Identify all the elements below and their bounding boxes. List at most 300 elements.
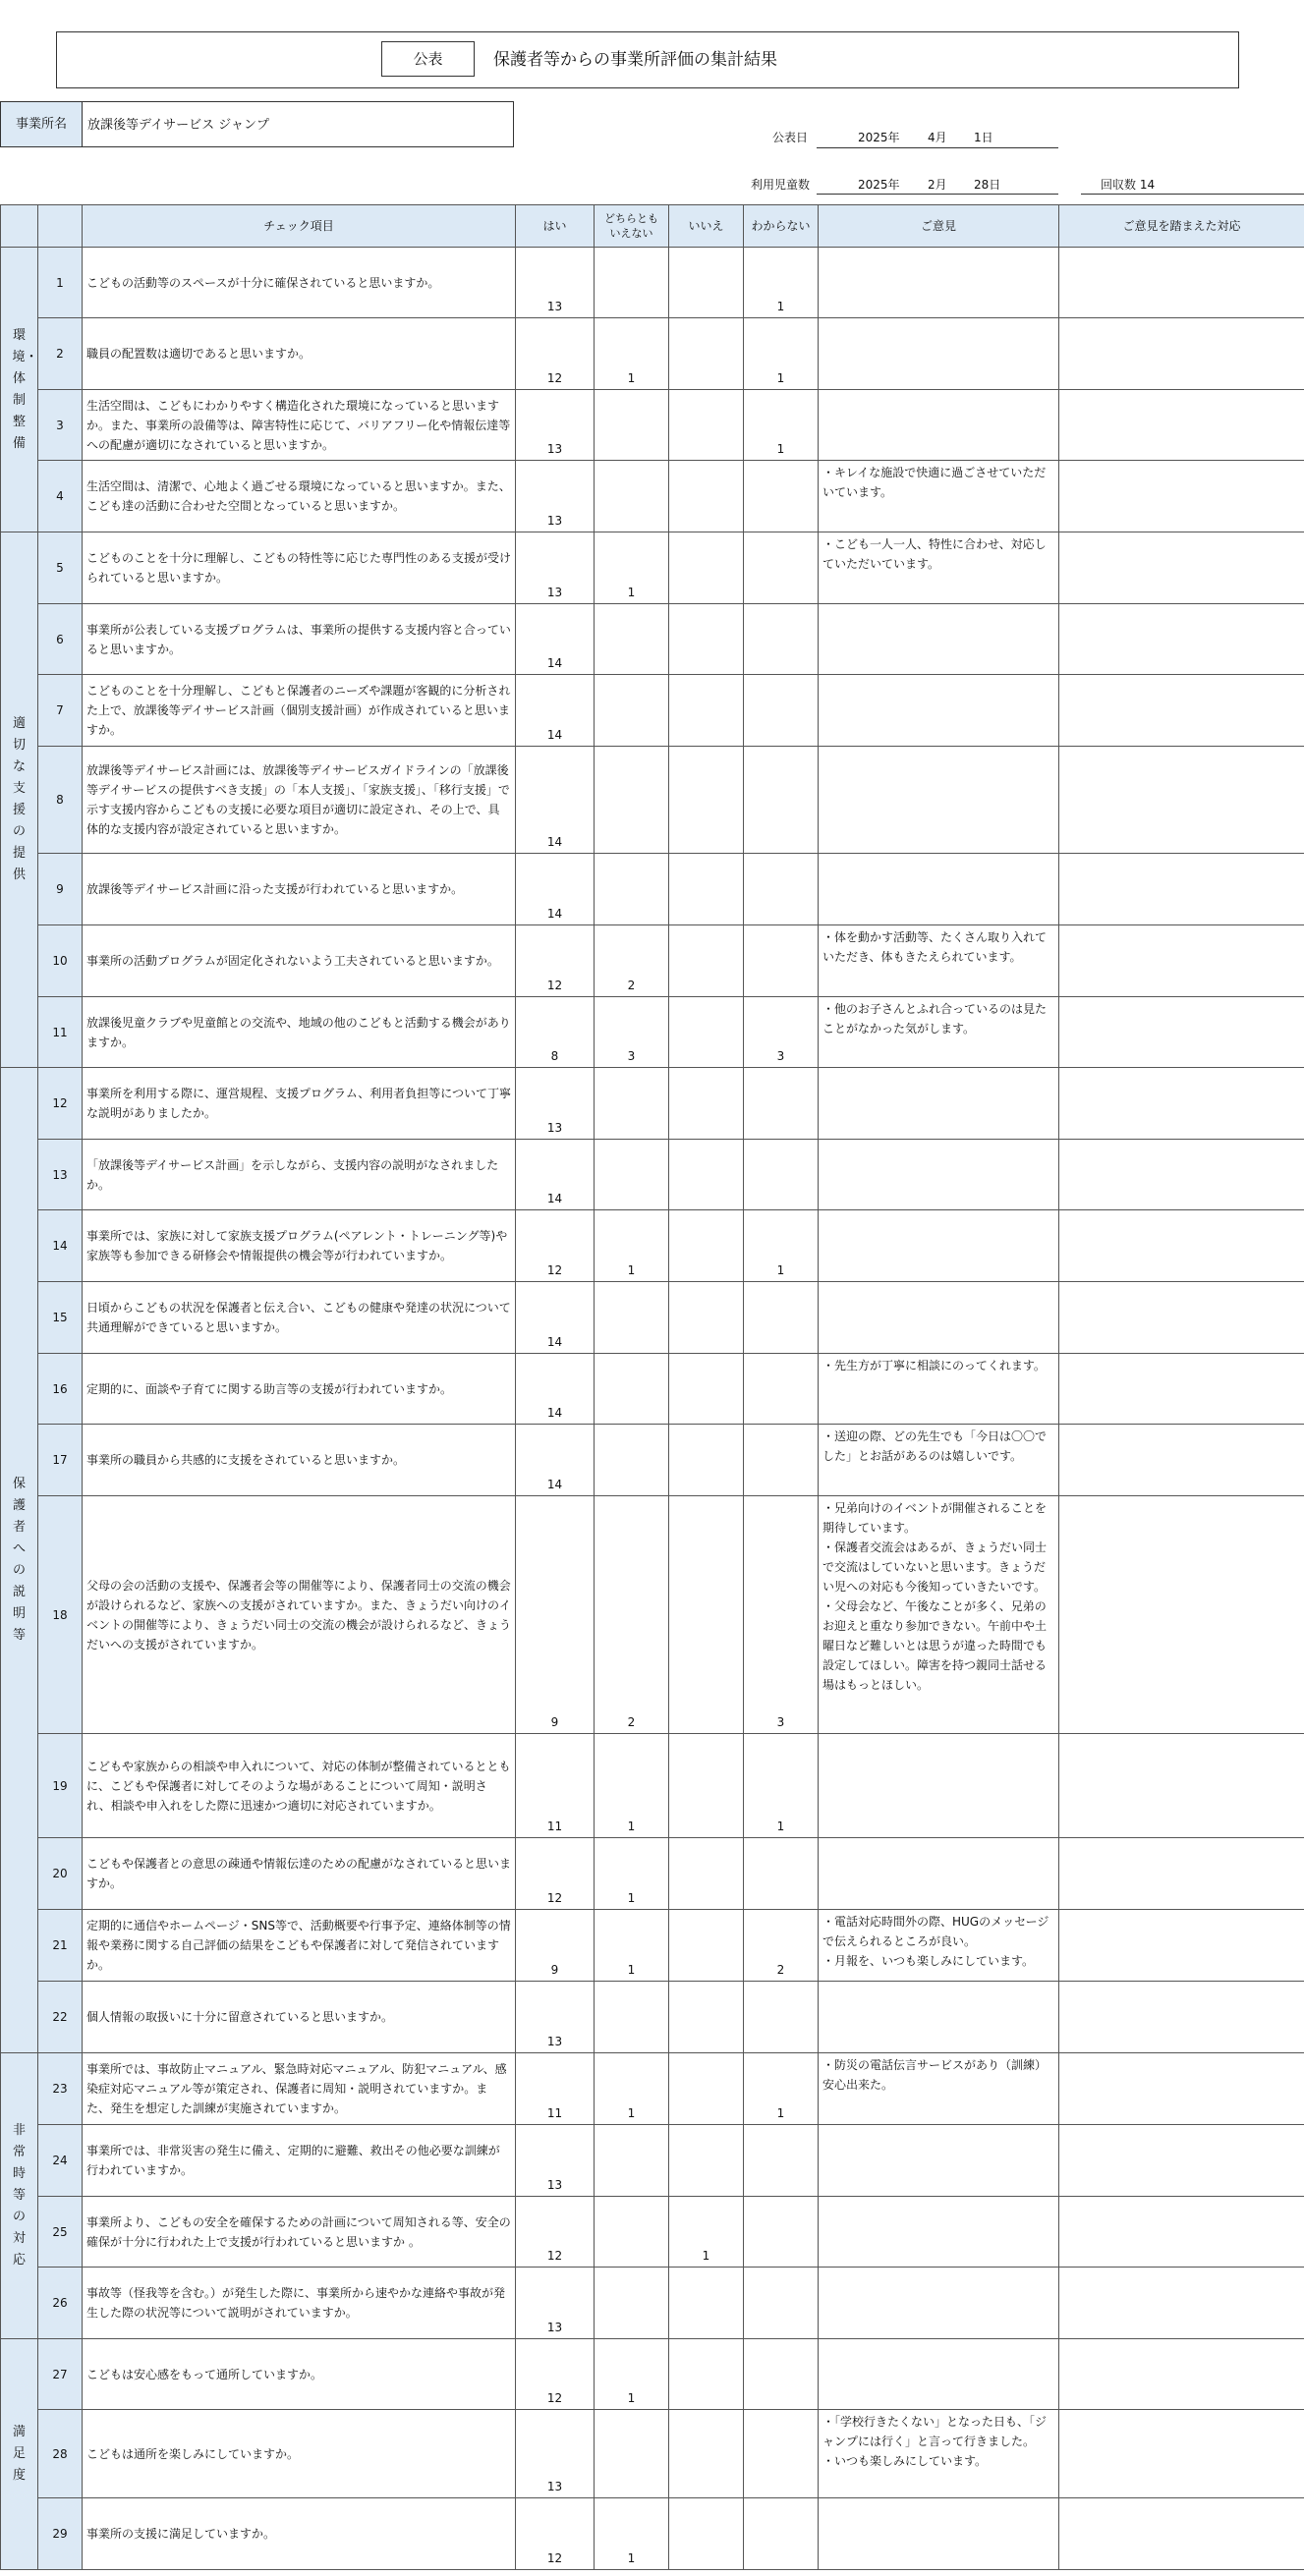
question-text: こどものことを十分に理解し、こどもの特性等に応じた専門性のある支援が受けられていると思いますか。 [83, 532, 516, 604]
count-neutral: 1 [595, 1210, 669, 1282]
count-no [669, 925, 744, 997]
count-no [669, 2410, 744, 2498]
category-text: 環境・体制整備 [12, 327, 38, 451]
publish-underline [817, 147, 1058, 148]
count-no [669, 318, 744, 390]
count-neutral [595, 248, 669, 318]
count-no [669, 1982, 744, 2053]
publish-date-label: 公表日 [772, 131, 809, 144]
table-row [1, 532, 1304, 604]
count-yes: 14 [516, 1282, 595, 1354]
response-text [1059, 925, 1304, 997]
table-row [1, 2053, 1304, 2125]
question-text: 「放課後等デイサービス計画」を示しながら、支援内容の説明がなされましたか。 [83, 1140, 516, 1210]
response-text [1059, 1910, 1304, 1982]
response-text [1059, 1068, 1304, 1140]
count-unknown: 2 [744, 1910, 819, 1982]
opinion-text [819, 318, 1059, 390]
usage-year: 2025年 [858, 178, 900, 192]
count-no [669, 604, 744, 675]
category-text: 適切な支援の提供 [12, 716, 26, 882]
response-text [1059, 1140, 1304, 1210]
question-text: 事業所が公表している支援プログラムは、事業所の提供する支援内容と合っていると思いますか。 [83, 604, 516, 675]
category-label [1, 2053, 38, 2339]
table-row [1, 2197, 1304, 2268]
response-text [1059, 532, 1304, 604]
evaluation-table [0, 204, 1304, 2570]
opinion-text [819, 1734, 1059, 1838]
opinion-text: ・体を動かす活動等、たくさん取り入れていただき、体もきたえられています。 [819, 925, 1059, 997]
count-yes: 13 [516, 2125, 595, 2197]
table-row [1, 925, 1304, 997]
response-text [1059, 2498, 1304, 2570]
item-number: 2 [38, 318, 83, 390]
table-row [1, 747, 1304, 854]
response-text [1059, 2125, 1304, 2197]
opinion-text: ・他のお子さんとふれ合っているのは見たことがなかった気がします。 [819, 997, 1059, 1068]
count-no [669, 1838, 744, 1910]
publish-badge: 公表 [381, 41, 475, 77]
item-number: 9 [38, 854, 83, 925]
opinion-text [819, 248, 1059, 318]
count-no [669, 248, 744, 318]
response-text [1059, 1282, 1304, 1354]
opinion-text: ・キレイな施設で快適に過ごさせていただいています。 [819, 461, 1059, 532]
question-text: 生活空間は、こどもにわかりやすく構造化された環境になっていると思いますか。また、事業所の設備等は、障害特性に応じて、バリアフリー化や情報伝達等への配慮が適切になされていると思いますか。 [83, 390, 516, 461]
table-row [1, 2125, 1304, 2197]
count-unknown: 1 [744, 1210, 819, 1282]
item-number: 12 [38, 1068, 83, 1140]
count-yes: 14 [516, 604, 595, 675]
table-row [1, 2339, 1304, 2410]
count-unknown: 1 [744, 248, 819, 318]
table-row [1, 1210, 1304, 1282]
item-number: 1 [38, 248, 83, 318]
count-neutral [595, 390, 669, 461]
count-unknown [744, 604, 819, 675]
response-text [1059, 1425, 1304, 1496]
question-text: 事業所では、家族に対して家族支援プログラム(ペアレント・トレーニング等)や家族等も参加できる研修会や情報提供の機会等が行われていますか。 [83, 1210, 516, 1282]
question-text: 定期的に通信やホームページ・SNS等で、活動概要や行事予定、連絡体制等の情報や業務に関する自己評価の結果をこどもや保護者に対して発信されていますか。 [83, 1910, 516, 1982]
count-unknown: 1 [744, 1734, 819, 1838]
item-number: 6 [38, 604, 83, 675]
question-text: こどもは安心感をもって通所していますか。 [83, 2339, 516, 2410]
count-no [669, 390, 744, 461]
count-no [669, 461, 744, 532]
opinion-text [819, 2339, 1059, 2410]
facility-box [0, 101, 514, 147]
table-row [1, 854, 1304, 925]
count-unknown [744, 2268, 819, 2339]
count-yes: 12 [516, 2197, 595, 2268]
opinion-text [819, 747, 1059, 854]
count-neutral: 1 [595, 532, 669, 604]
count-unknown [744, 854, 819, 925]
table-row [1, 1496, 1304, 1734]
question-text: 事業所を利用する際に、運営規程、支援プログラム、利用者負担等について丁寧な説明がありましたか。 [83, 1068, 516, 1140]
opinion-text [819, 1068, 1059, 1140]
count-neutral: 1 [595, 2053, 669, 2125]
table-row [1, 1838, 1304, 1910]
item-number: 16 [38, 1354, 83, 1425]
count-unknown [744, 1140, 819, 1210]
usage-label: 利用児童数 [751, 178, 811, 192]
response-text [1059, 390, 1304, 461]
item-number: 18 [38, 1496, 83, 1734]
item-number: 27 [38, 2339, 83, 2410]
count-neutral [595, 604, 669, 675]
opinion-text: ・こども一人一人、特性に合わせ、対応していただいています。 [819, 532, 1059, 604]
count-neutral: 1 [595, 1910, 669, 1982]
count-yes: 9 [516, 1496, 595, 1734]
table-row [1, 2268, 1304, 2339]
count-neutral: 2 [595, 1496, 669, 1734]
response-text [1059, 675, 1304, 747]
item-number: 15 [38, 1282, 83, 1354]
response-text [1059, 318, 1304, 390]
count-neutral [595, 1354, 669, 1425]
opinion-text [819, 1282, 1059, 1354]
question-text: 放課後等デイサービス計画に沿った支援が行われていると思いますか。 [83, 854, 516, 925]
count-no [669, 2053, 744, 2125]
category-label [1, 532, 38, 1068]
count-unknown: 3 [744, 1496, 819, 1734]
count-neutral: 1 [595, 318, 669, 390]
item-number: 17 [38, 1425, 83, 1496]
count-unknown [744, 2125, 819, 2197]
question-text: 定期的に、面談や子育てに関する助言等の支援が行われていますか。 [83, 1354, 516, 1425]
table-row [1, 1734, 1304, 1838]
count-neutral [595, 2410, 669, 2498]
question-text: 事業所の支援に満足していますか。 [83, 2498, 516, 2570]
count-no [669, 532, 744, 604]
count-yes: 12 [516, 318, 595, 390]
response-text [1059, 461, 1304, 532]
table-header [1, 205, 1304, 248]
count-neutral [595, 2268, 669, 2339]
opinion-text [819, 2268, 1059, 2339]
count-no [669, 2268, 744, 2339]
item-number: 25 [38, 2197, 83, 2268]
response-text [1059, 604, 1304, 675]
count-yes: 12 [516, 1838, 595, 1910]
usage-day: 28日 [974, 178, 1001, 192]
count-no [669, 1734, 744, 1838]
question-text: こどもや保護者との意思の疎通や情報伝達のための配慮がなされていると思いますか。 [83, 1838, 516, 1910]
response-text [1059, 2197, 1304, 2268]
item-number: 8 [38, 747, 83, 854]
category-text: 非常時等の対応 [12, 2123, 26, 2268]
response-text [1059, 854, 1304, 925]
opinion-text [819, 390, 1059, 461]
category-text: 満足度 [12, 2425, 26, 2483]
count-neutral: 1 [595, 2339, 669, 2410]
category-text: 保護者への説明等 [12, 1477, 26, 1643]
count-yes: 13 [516, 2410, 595, 2498]
count-yes: 12 [516, 925, 595, 997]
count-no [669, 1068, 744, 1140]
count-yes: 14 [516, 1354, 595, 1425]
response-text [1059, 248, 1304, 318]
item-number: 19 [38, 1734, 83, 1838]
count-neutral: 1 [595, 1838, 669, 1910]
table-row [1, 1425, 1304, 1496]
count-neutral [595, 2197, 669, 2268]
count-neutral [595, 675, 669, 747]
question-text: 生活空間は、清潔で、心地よく過ごせる環境になっていると思いますか。また、こども達の活動に合わせた空間となっていると思いますか。 [83, 461, 516, 532]
header-no: いいえ [669, 205, 744, 248]
opinion-text: ・「学校行きたくない」となった日も、「ジャンプには行く」と言って行きました。 ・いつも楽しみにしています。 [819, 2410, 1059, 2498]
question-text: こどもや家族からの相談や申入れについて、対応の体制が整備されているとともに、こどもや保護者に対してそのような場があることについて周知・説明され、相談や申入れをした際に迅速かつ適切に対応されていますか。 [83, 1734, 516, 1838]
count-no: 1 [669, 2197, 744, 2268]
count-yes: 13 [516, 1068, 595, 1140]
item-number: 7 [38, 675, 83, 747]
response-text [1059, 1354, 1304, 1425]
count-no [669, 1496, 744, 1734]
response-text [1059, 1982, 1304, 2053]
count-unknown [744, 925, 819, 997]
table-row [1, 248, 1304, 318]
count-unknown [744, 1982, 819, 2053]
publish-day: 1日 [974, 131, 993, 144]
question-text: こどもの活動等のスペースが十分に確保されていると思いますか。 [83, 248, 516, 318]
count-unknown [744, 1838, 819, 1910]
count-yes: 13 [516, 248, 595, 318]
count-no [669, 1354, 744, 1425]
count-unknown [744, 2197, 819, 2268]
count-yes: 14 [516, 854, 595, 925]
opinion-text [819, 2498, 1059, 2570]
question-text: 父母の会の活動の支援や、保護者会等の開催等により、保護者同士の交流の機会が設けられるなど、家族への支援がされていますか。また、きょうだい向けのイベントの開催等により、きょうだい同士の交流の機会が設けられるなど、きょうだいへの支援がされていますか。 [83, 1496, 516, 1734]
count-no [669, 747, 744, 854]
opinion-text [819, 604, 1059, 675]
count-no [669, 997, 744, 1068]
table-row [1, 997, 1304, 1068]
count-unknown [744, 1425, 819, 1496]
count-no [669, 675, 744, 747]
count-yes: 13 [516, 1982, 595, 2053]
count-neutral [595, 2125, 669, 2197]
count-yes: 13 [516, 2268, 595, 2339]
count-neutral [595, 1068, 669, 1140]
opinion-text [819, 675, 1059, 747]
opinion-text [819, 1210, 1059, 1282]
question-text: 事業所より、こどもの安全を確保するための計画について周知される等、安全の確保が十分に行われた上で支援が行われていると思いますか 。 [83, 2197, 516, 2268]
header-yes: はい [516, 205, 595, 248]
count-unknown [744, 747, 819, 854]
header-check: チェック項目 [83, 205, 516, 248]
count-no [669, 1282, 744, 1354]
table-row [1, 318, 1304, 390]
table-row [1, 1140, 1304, 1210]
question-text: 事業所の職員から共感的に支援をされていると思いますか。 [83, 1425, 516, 1496]
table-row [1, 1068, 1304, 1140]
count-neutral: 1 [595, 1734, 669, 1838]
item-number: 24 [38, 2125, 83, 2197]
count-unknown: 3 [744, 997, 819, 1068]
count-yes: 11 [516, 1734, 595, 1838]
item-number: 28 [38, 2410, 83, 2498]
response-text [1059, 1838, 1304, 1910]
item-number: 21 [38, 1910, 83, 1982]
table-row [1, 1910, 1304, 1982]
usage-underline [817, 194, 1058, 195]
header-unknown: わからない [744, 205, 819, 248]
opinion-text: ・電話対応時間外の際、HUGのメッセージで伝えられるところが良い。 ・月報を、いつも楽しみにしています。 [819, 1910, 1059, 1982]
count-no [669, 1425, 744, 1496]
question-text: 放課後等デイサービス計画には、放課後等デイサービスガイドラインの「放課後等デイサービスの提供すべき支援」の「本人支援」、「家族支援」、「移行支援」で示す支援内容からこどもの支援に必要な項目が適切に設定され、その上で、具体的な支援内容が設定されていると思いますか。 [83, 747, 516, 854]
header-number [38, 205, 83, 248]
question-text: こどもは通所を楽しみにしていますか。 [83, 2410, 516, 2498]
header-category [1, 205, 38, 248]
count-yes: 13 [516, 532, 595, 604]
opinion-text [819, 1140, 1059, 1210]
count-yes: 12 [516, 2498, 595, 2570]
count-unknown: 1 [744, 2053, 819, 2125]
response-text [1059, 1210, 1304, 1282]
opinion-text: ・兄弟向けのイベントが開催されることを期待しています。 ・保護者交流会はあるが、きょうだい同士で交流はしていないと思います。きょうだい児への対応も今後知っていきたいです。 ・父母会など、午後なことが多く、兄弟のお迎えと重なり参加できない。午前中や土曜日など難しいとは思うが違った時間でも設定してほしい。障害を持つ親同士話せる場はもっとほしい。 [819, 1496, 1059, 1734]
count-neutral [595, 1982, 669, 2053]
publish-year: 2025年 [858, 131, 900, 144]
table-row [1, 390, 1304, 461]
title-box [56, 31, 1239, 88]
header-response: ご意見を踏まえた対応 [1059, 205, 1304, 248]
table-row [1, 1282, 1304, 1354]
question-text: 事業所では、事故防止マニュアル、緊急時対応マニュアル、防犯マニュアル、感染症対応マニュアル等が策定され、保護者に周知・説明されていますか。また、発生を想定した訓練が実施されていますか。 [83, 2053, 516, 2125]
header-opinion: ご意見 [819, 205, 1059, 248]
question-text: 事業所の活動プログラムが固定化されないよう工夫されていると思いますか。 [83, 925, 516, 997]
count-no [669, 2339, 744, 2410]
count-unknown [744, 1282, 819, 1354]
item-number: 13 [38, 1140, 83, 1210]
publish-month: 4月 [928, 131, 947, 144]
item-number: 29 [38, 2498, 83, 2570]
response-text [1059, 2410, 1304, 2498]
count-yes: 14 [516, 675, 595, 747]
count-neutral [595, 1282, 669, 1354]
count-neutral [595, 461, 669, 532]
count-no [669, 1910, 744, 1982]
count-neutral: 3 [595, 997, 669, 1068]
table-row [1, 1354, 1304, 1425]
item-number: 20 [38, 1838, 83, 1910]
count-unknown [744, 532, 819, 604]
count-neutral [595, 1425, 669, 1496]
count-no [669, 1210, 744, 1282]
category-label [1, 248, 38, 532]
count-yes: 12 [516, 2339, 595, 2410]
count-yes: 8 [516, 997, 595, 1068]
response-text [1059, 997, 1304, 1068]
count-unknown [744, 2339, 819, 2410]
question-text: 個人情報の取扱いに十分に留意されていると思いますか。 [83, 1982, 516, 2053]
item-number: 10 [38, 925, 83, 997]
table-row [1, 2410, 1304, 2498]
count-neutral [595, 747, 669, 854]
count-no [669, 2498, 744, 2570]
opinion-text [819, 2125, 1059, 2197]
count-neutral: 2 [595, 925, 669, 997]
item-number: 11 [38, 997, 83, 1068]
count-no [669, 2125, 744, 2197]
usage-month: 2月 [928, 178, 947, 192]
question-text: 放課後児童クラブや児童館との交流や、地域の他のこどもと活動する機会がありますか。 [83, 997, 516, 1068]
opinion-text [819, 1838, 1059, 1910]
count-unknown [744, 2498, 819, 2570]
count-yes: 14 [516, 1425, 595, 1496]
table-row [1, 461, 1304, 532]
response-text [1059, 2053, 1304, 2125]
table-row [1, 604, 1304, 675]
page-title: 保護者等からの事業所評価の集計結果 [493, 50, 777, 70]
item-number: 5 [38, 532, 83, 604]
count-unknown [744, 461, 819, 532]
response-underline [1081, 194, 1304, 195]
question-text: こどものことを十分理解し、こどもと保護者のニーズや課題が客観的に分析された上で、放課後等デイサービス計画（個別支援計画）が作成されていると思いますか。 [83, 675, 516, 747]
count-yes: 14 [516, 1140, 595, 1210]
response-text [1059, 2339, 1304, 2410]
question-text: 職員の配置数は適切であると思いますか。 [83, 318, 516, 390]
facility-label: 事業所名 [1, 102, 83, 146]
count-yes: 11 [516, 2053, 595, 2125]
category-label [1, 1068, 38, 2053]
item-number: 4 [38, 461, 83, 532]
count-unknown: 1 [744, 390, 819, 461]
table-row [1, 1982, 1304, 2053]
count-yes: 13 [516, 461, 595, 532]
table-row [1, 675, 1304, 747]
opinion-text: ・先生方が丁寧に相談にのってくれます。 [819, 1354, 1059, 1425]
count-neutral [595, 1140, 669, 1210]
response-text [1059, 1496, 1304, 1734]
facility-name: 放課後等デイサービス ジャンプ [87, 118, 269, 133]
opinion-text [819, 2197, 1059, 2268]
response-count: 回収数 14 [1101, 178, 1156, 192]
opinion-text [819, 1982, 1059, 2053]
count-yes: 13 [516, 390, 595, 461]
category-label [1, 2339, 38, 2570]
item-number: 22 [38, 1982, 83, 2053]
count-no [669, 854, 744, 925]
count-yes: 14 [516, 747, 595, 854]
count-yes: 12 [516, 1210, 595, 1282]
header-neutral: どちらとも いえない [595, 205, 669, 248]
question-text: 事故等（怪我等を含む。）が発生した際に、事業所から速やかな連絡や事故が発生した際の状況等について説明がされていますか。 [83, 2268, 516, 2339]
count-unknown: 1 [744, 318, 819, 390]
count-no [669, 1140, 744, 1210]
item-number: 14 [38, 1210, 83, 1282]
opinion-text: ・送迎の際、どの先生でも「今日は〇〇でした」とお話があるのは嬉しいです。 [819, 1425, 1059, 1496]
item-number: 3 [38, 390, 83, 461]
opinion-text: ・防災の電話伝言サービスがあり（訓練）安心出来た。 [819, 2053, 1059, 2125]
count-unknown [744, 1068, 819, 1140]
table-row [1, 2498, 1304, 2570]
count-unknown [744, 2410, 819, 2498]
count-yes: 9 [516, 1910, 595, 1982]
response-text [1059, 1734, 1304, 1838]
question-text: 日頃からこどもの状況を保護者と伝え合い、こどもの健康や発達の状況について共通理解ができていると思いますか。 [83, 1282, 516, 1354]
count-unknown [744, 1354, 819, 1425]
item-number: 26 [38, 2268, 83, 2339]
opinion-text [819, 854, 1059, 925]
item-number: 23 [38, 2053, 83, 2125]
count-neutral [595, 854, 669, 925]
response-text [1059, 2268, 1304, 2339]
question-text: 事業所では、非常災害の発生に備え、定期的に避難、救出その他必要な訓練が行われていますか。 [83, 2125, 516, 2197]
response-text [1059, 747, 1304, 854]
count-unknown [744, 675, 819, 747]
count-neutral: 1 [595, 2498, 669, 2570]
